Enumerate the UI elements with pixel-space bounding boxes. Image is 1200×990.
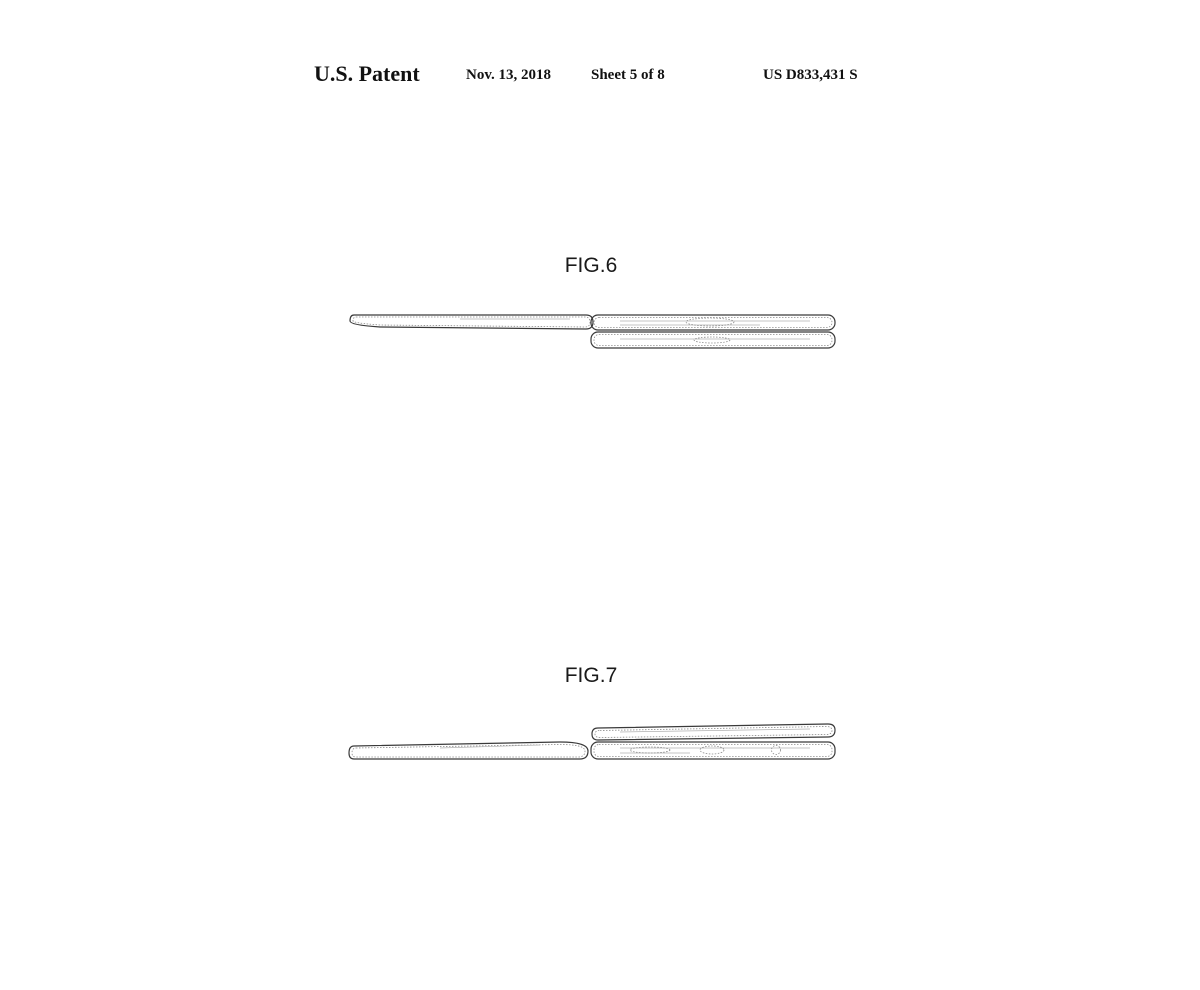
fig6-left-panel-inner (353, 317, 590, 327)
figure-6-svg (340, 305, 850, 365)
figure-7-svg (340, 715, 850, 775)
figure-6-label: FIG.6 (564, 254, 618, 277)
patent-date: Nov. 13, 2018 (466, 67, 552, 83)
fig7-left-panel-inner (352, 745, 585, 758)
sheet-number: Sheet 5 of 8 (591, 67, 665, 83)
figure-7-label: FIG.7 (564, 664, 618, 687)
patent-header (0, 58, 1200, 92)
figure-6-drawing (340, 305, 850, 365)
patent-number: US D833,431 S (763, 67, 858, 83)
fig7-right-lower-inner (594, 745, 832, 757)
fig6-right-lower-inner (594, 335, 832, 346)
patent-title: U.S. Patent (314, 61, 420, 86)
figure-7-drawing (340, 715, 850, 775)
